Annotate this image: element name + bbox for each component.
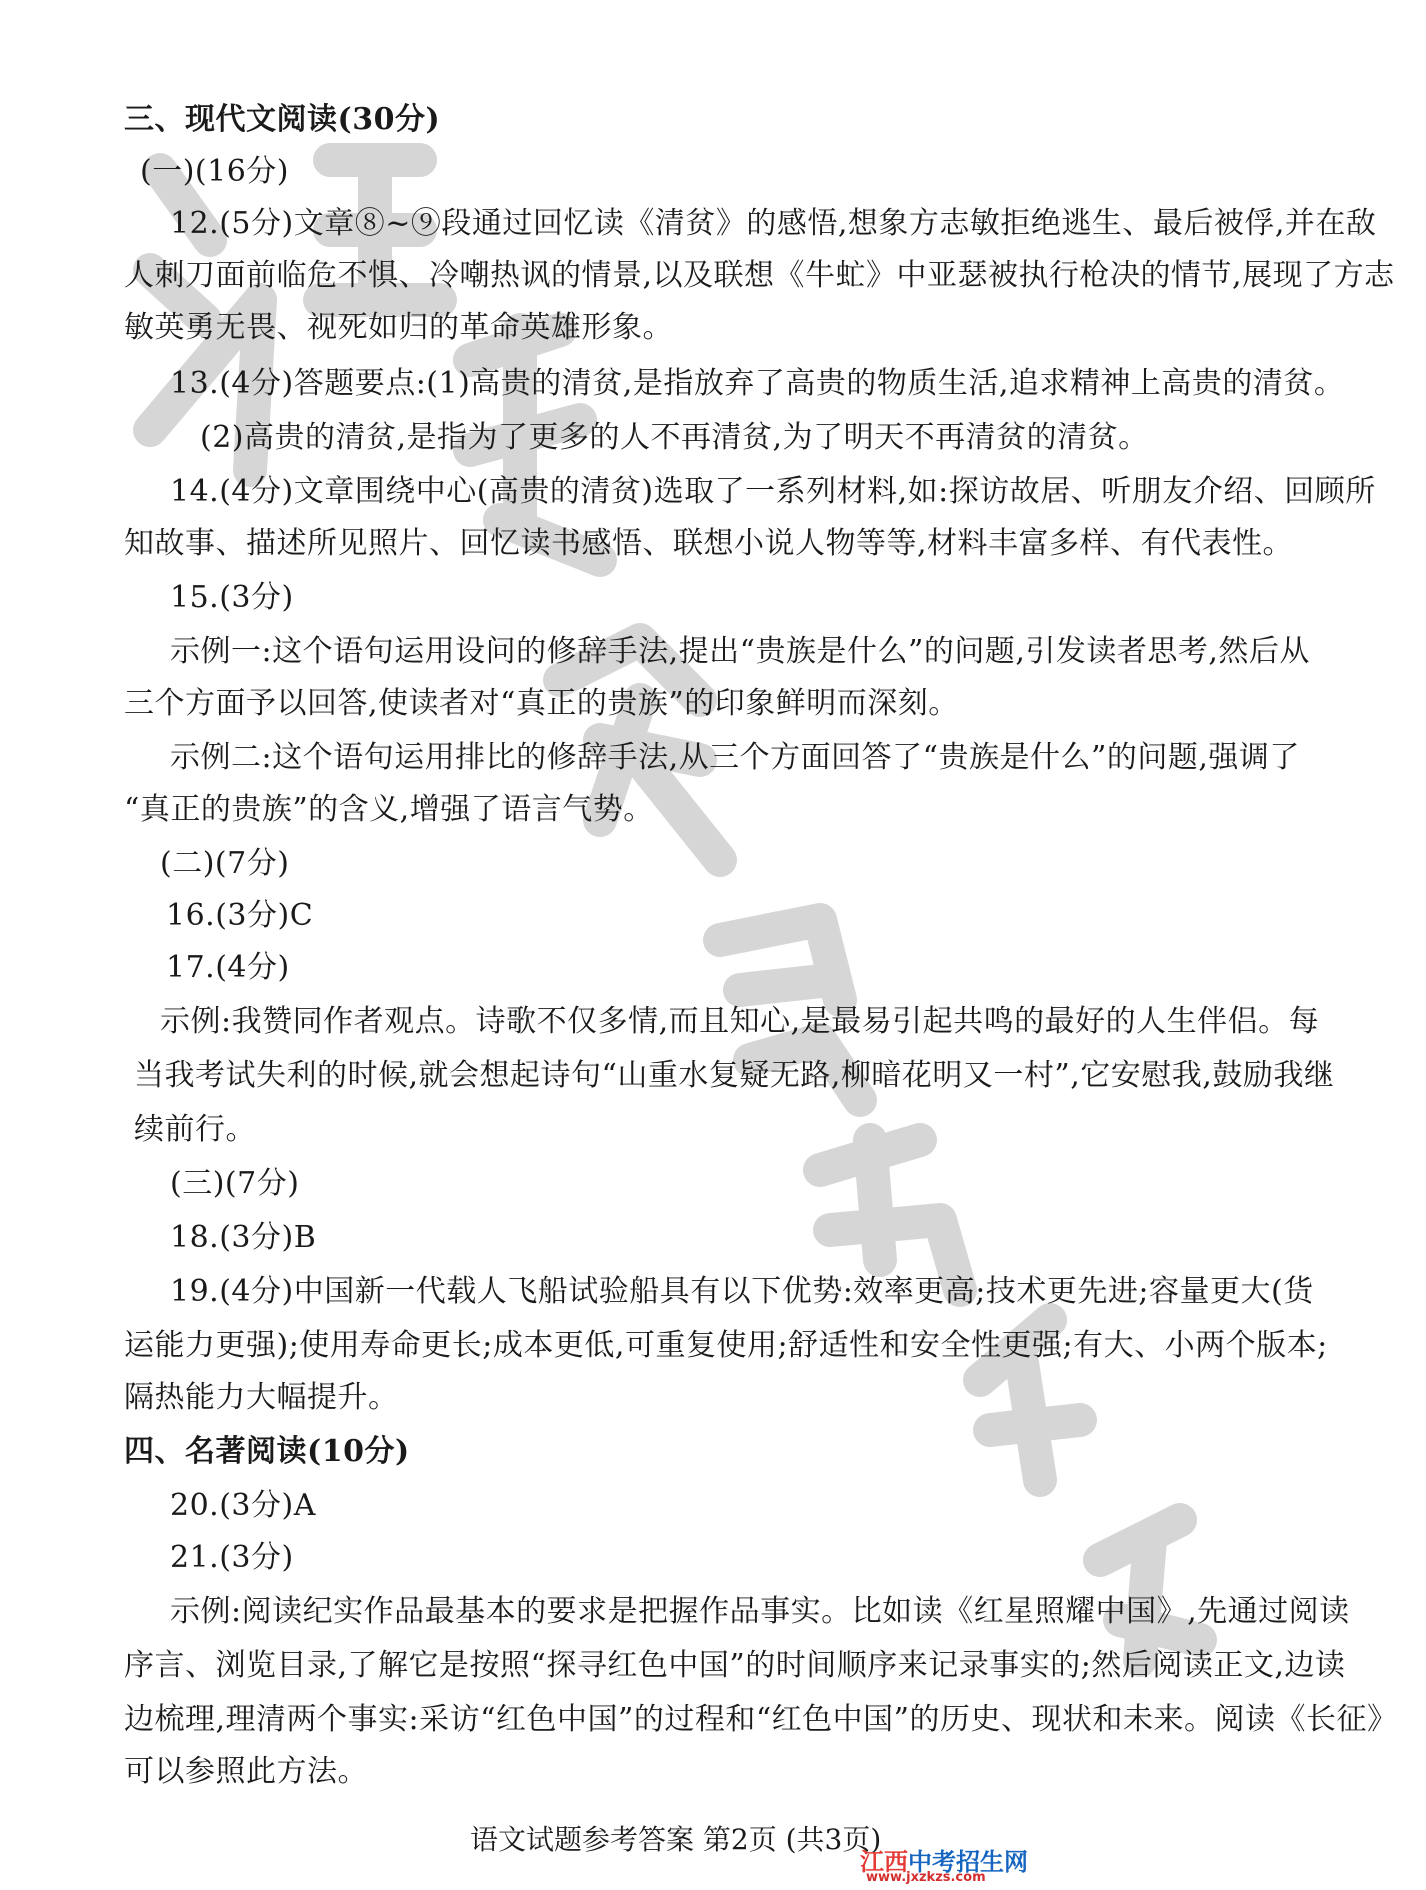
q21-line-2: 序言、浏览目录,了解它是按照“探寻红色中国”的时间顺序来记录事实的;然后阅读正文,边读 (124, 1648, 1346, 1683)
q13-line-1: 13.(4分)答题要点:(1)高贵的清贫,是指放弃了高贵的物质生活,追求精神上高贵的清贫。 (170, 366, 1345, 401)
q15-line-2: 三个方面予以回答,使读者对“真正的贵族”的印象鲜明而深刻。 (124, 686, 959, 721)
q12-line-1: 12.(5分)文章⑧~⑨段通过回忆读《清贫》的感悟,想象方志敏拒绝逃生、最后被俘,并在敌 (170, 206, 1377, 241)
section-3-heading: 三、现代文阅读(30分) (124, 102, 441, 137)
q13-line-2: (2)高贵的清贫,是指为了更多的人不再清贫,为了明天不再清贫的清贫。 (200, 420, 1149, 455)
q14-line-1: 14.(4分)文章围绕中心(高贵的清贫)选取了一系列材料,如:探访故居、听朋友介绍、回顾所 (170, 474, 1376, 509)
q15-line-3: 示例二:这个语句运用排比的修辞手法,从三个方面回答了“贵族是什么”的问题,强调了 (170, 740, 1300, 775)
q15-line-1: 示例一:这个语句运用设问的修辞手法,提出“贵族是什么”的问题,引发读者思考,然后从 (170, 634, 1310, 669)
part-1-heading: (一)(16分) (140, 154, 289, 189)
q19-line-3: 隔热能力大幅提升。 (124, 1380, 399, 1415)
site-logo (860, 1842, 1028, 1886)
part-2-heading: (二)(7分) (160, 846, 290, 881)
q21-line-4: 可以参照此方法。 (124, 1754, 368, 1789)
q17-line-1: 示例:我赞同作者观点。诗歌不仅多情,而且知心,是最易引起共鸣的最好的人生伴侣。每 (160, 1004, 1320, 1039)
q15-heading: 15.(3分) (170, 580, 294, 615)
page-footer: 语文试题参考答案 第2页 (共3页) (470, 1823, 882, 1856)
q19-line-1: 19.(4分)中国新一代载人飞船试验船具有以下优势:效率更高;技术更先进;容量更大(货 (170, 1274, 1314, 1309)
q20: 20.(3分)A (170, 1488, 316, 1523)
q16: 16.(3分)C (166, 898, 314, 933)
q19-line-2: 运能力更强);使用寿命更长;成本更低,可重复使用;舒适性和安全性更强;有大、小两个版本; (124, 1328, 1328, 1363)
q21-line-3: 边梳理,理清两个事实:采访“红色中国”的过程和“红色中国”的历史、现状和未来。阅读《长征》 (124, 1702, 1398, 1737)
logo-part-1: 江西 (860, 1848, 908, 1876)
logo-part-2: 中考招生网 (908, 1848, 1028, 1876)
q12-line-2: 人刺刀面前临危不惧、冷嘲热讽的情景,以及联想《牛虻》中亚瑟被执行枪决的情节,展现了方志 (124, 258, 1395, 293)
logo-url: www.jxzkzs.com (866, 1870, 986, 1885)
q18: 18.(3分)B (170, 1220, 317, 1255)
q21-line-1: 示例:阅读纪实作品最基本的要求是把握作品事实。比如读《红星照耀中国》,先通过阅读 (170, 1594, 1350, 1629)
part-3-heading: (三)(7分) (170, 1166, 300, 1201)
q17-heading: 17.(4分) (166, 950, 290, 985)
q17-line-3: 续前行。 (134, 1112, 256, 1147)
q15-line-4: “真正的贵族”的含义,增强了语言气势。 (124, 792, 654, 827)
q21-heading: 21.(3分) (170, 1540, 294, 1575)
section-4-heading: 四、名著阅读(10分) (124, 1434, 410, 1469)
q14-line-2: 知故事、描述所见照片、回忆读书感悟、联想小说人物等等,材料丰富多样、有代表性。 (124, 526, 1294, 561)
q17-line-2: 当我考试失利的时候,就会想起诗句“山重水复疑无路,柳暗花明又一村”,它安慰我,鼓励我继 (134, 1058, 1335, 1093)
q12-line-3: 敏英勇无畏、视死如归的革命英雄形象。 (124, 310, 673, 345)
